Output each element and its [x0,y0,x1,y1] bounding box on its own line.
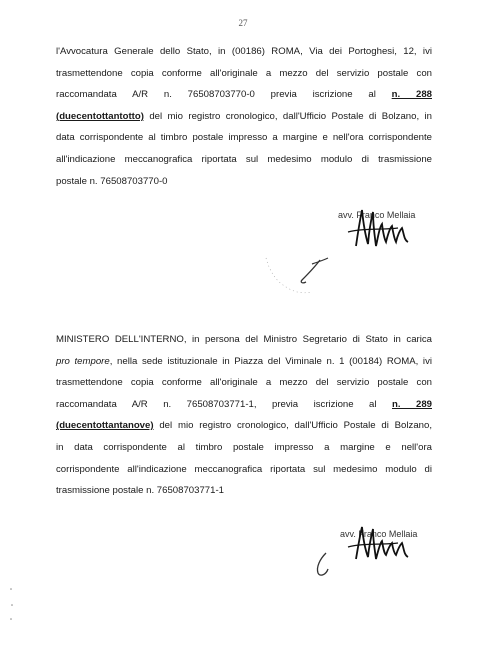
text-segment: del mio registro cronologico, dall'Ufficio Postale di Bolzano, [153,420,432,432]
register-number: n. 289 [392,398,432,410]
register-number-words: (duecentottantanove) [56,420,154,432]
text-line: trasmissione postale n. 76508703771-1 [56,485,225,497]
text-line: all'indicazione meccanografica riportata sul medesimo modulo di trasmissione [56,153,432,165]
signature-name: avv. Franco Mellaia [338,210,416,220]
text-segment: raccomandata A/R n. 76508703770-0 previa iscrizione al [56,89,392,101]
handwritten-signature-icon [340,523,430,573]
text-line: in data corrispondente al timbro postale impresso a margine e nell'ora [56,441,432,453]
register-number: n. 288 [391,89,432,101]
page-number: 27 [238,18,248,28]
text-segment: raccomandata A/R n. 76508703771-1, previa iscrizione al [56,398,392,410]
text-line: l'Avvocatura Generale dello Stato, in (00186) ROMA, Via dei Portoghesi, 12, ivi [56,46,432,57]
handwritten-signature-icon [338,204,428,264]
stamp-mark-icon [262,238,342,298]
text-line: MINISTERO DELL'INTERNO, in persona del Ministro Segretario di Stato in carica [56,334,432,345]
text-line: data corrispondente al timbro postale impresso a margine e nell'ora corrispondente [56,132,432,144]
register-number-words: (duecentottantotto) [56,110,144,122]
text-line: corrispondente all'indicazione meccanografica riportata sul medesimo modulo di [56,463,432,475]
text-line [56,415,432,437]
text-line: trasmettendone copia conforme all'originale a mezzo del servizio postale con [56,67,432,79]
margin-marks-icon [8,585,18,625]
text-line [56,106,432,128]
paragraph-ministero-interno [56,329,432,502]
stamp-mark-icon [300,545,350,585]
text-line: trasmettendone copia conforme all'originale a mezzo del servizio postale con [56,377,432,389]
text-line: postale n. 76508703770-0 [56,175,168,187]
italic-text: pro tempore [56,355,110,367]
text-line [56,84,432,106]
text-segment: , nella sede istituzionale in Piazza del Viminale n. 1 (00184) ROMA, ivi [109,355,432,367]
signature-name: avv. Franco Mellaia [340,529,418,539]
text-segment: del mio registro cronologico, dall'Ufficio Postale di Bolzano, in [143,110,432,122]
paragraph-avvocatura [56,41,432,192]
text-line [56,351,432,373]
text-line [56,394,432,416]
